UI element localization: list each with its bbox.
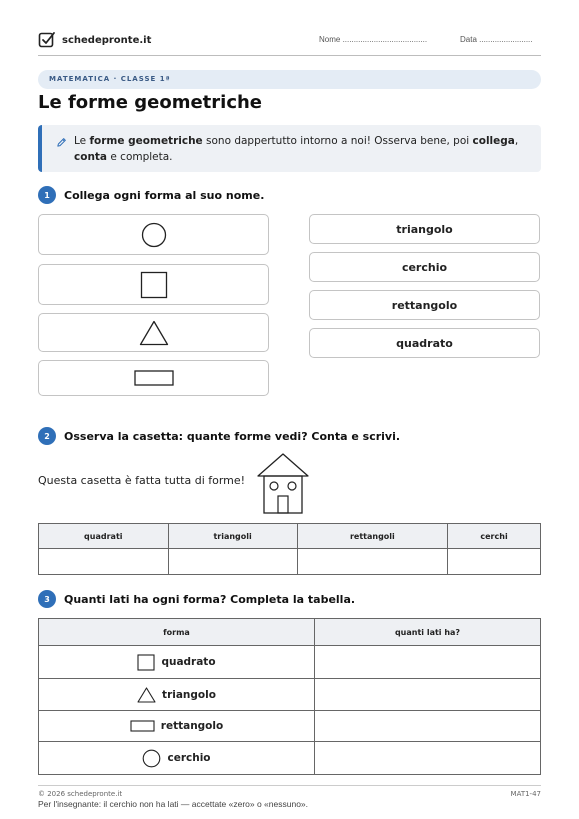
- section-number: 2: [38, 427, 56, 445]
- name-box-cerchio[interactable]: cerchio: [309, 252, 540, 282]
- square-shape: [140, 271, 168, 299]
- teacher-note: Per l'insegnante: il cerchio non ha lati — accettate «zero» o «nessuno».: [38, 799, 309, 809]
- answer-cell-triangoli[interactable]: [168, 549, 297, 575]
- col-quadrati: quadrati: [39, 524, 169, 549]
- copyright: © 2026 schedepronte.it: [38, 790, 123, 798]
- col-cerchi: cerchi: [448, 524, 541, 549]
- checkbox-icon: [38, 31, 56, 49]
- house-drawing: [255, 451, 311, 515]
- subject-label: MATEMATICA · CLASSE 1ª: [49, 75, 171, 83]
- date-label: Data: [460, 35, 477, 44]
- square-icon: [137, 654, 155, 671]
- circle-shape: [141, 222, 167, 248]
- answer-cell[interactable]: [315, 646, 541, 679]
- section-number: 3: [38, 590, 56, 608]
- triangle-shape: [139, 320, 169, 346]
- section-2-header: [38, 427, 400, 445]
- name-box-rettangolo[interactable]: rettangolo: [309, 290, 540, 320]
- section-number: 1: [38, 186, 56, 204]
- name-box-quadrato[interactable]: quadrato: [309, 328, 540, 358]
- page-title: Le forme geometriche: [38, 92, 263, 113]
- section-1-header: [38, 186, 264, 204]
- circle-icon: [142, 749, 161, 768]
- footer-divider: [38, 785, 541, 786]
- section-title: Collega ogni forma al suo nome.: [64, 188, 265, 202]
- col-rettangoli: rettangoli: [297, 524, 447, 549]
- section-3-header: [38, 590, 355, 608]
- intro-box: [38, 125, 541, 172]
- section-title: Osserva la casetta: quante forme vedi? Conta e scrivi.: [64, 429, 401, 443]
- sheet-code: MAT1-47: [510, 790, 541, 798]
- name-dots: ......................................: [342, 35, 428, 44]
- answer-cell[interactable]: [315, 679, 541, 711]
- answer-cell[interactable]: [315, 742, 541, 775]
- count-table: [38, 523, 541, 575]
- table-row: [39, 742, 541, 775]
- answer-cell-rettangoli[interactable]: [297, 549, 447, 575]
- page-header: [38, 28, 541, 56]
- pencil-icon: [56, 137, 67, 148]
- rectangle-shape: [134, 370, 174, 387]
- sides-table: [38, 618, 541, 775]
- intro-text: Le forme geometriche sono dappertutto intorno a noi! Osserva bene, poi collega, conta e completa.: [74, 135, 519, 163]
- table-row: [39, 711, 541, 742]
- row-label: cerchio: [167, 752, 211, 764]
- house-caption: Questa casetta è fatta tutta di forme!: [38, 474, 246, 487]
- row-label: quadrato: [161, 656, 216, 668]
- col-lati: quanti lati ha?: [315, 619, 541, 646]
- col-triangoli: triangoli: [168, 524, 297, 549]
- answer-cell-cerchi[interactable]: [448, 549, 541, 575]
- name-field[interactable]: [319, 35, 427, 44]
- row-label: triangolo: [162, 688, 216, 701]
- brand: [38, 31, 151, 49]
- shape-box-rectangle[interactable]: [38, 360, 269, 396]
- brand-name: schedepronte.it: [62, 34, 152, 46]
- rectangle-icon: [130, 720, 155, 732]
- shape-box-triangle[interactable]: [38, 313, 269, 352]
- table-row: [39, 679, 541, 711]
- shape-box-circle[interactable]: [38, 214, 269, 255]
- subject-bar: [38, 70, 541, 89]
- shape-box-square[interactable]: [38, 264, 269, 305]
- col-forma: forma: [39, 619, 315, 646]
- answer-cell[interactable]: [315, 711, 541, 742]
- table-row: [39, 646, 541, 679]
- date-field[interactable]: [460, 35, 532, 44]
- triangle-icon: [137, 687, 156, 703]
- name-box-triangolo[interactable]: triangolo: [309, 214, 540, 244]
- answer-cell-quadrati[interactable]: [39, 549, 169, 575]
- date-dots: ........................: [479, 35, 533, 44]
- name-label: Nome: [319, 35, 341, 44]
- section-title: Quanti lati ha ogni forma? Completa la tabella.: [64, 592, 356, 606]
- row-label: rettangolo: [160, 720, 224, 732]
